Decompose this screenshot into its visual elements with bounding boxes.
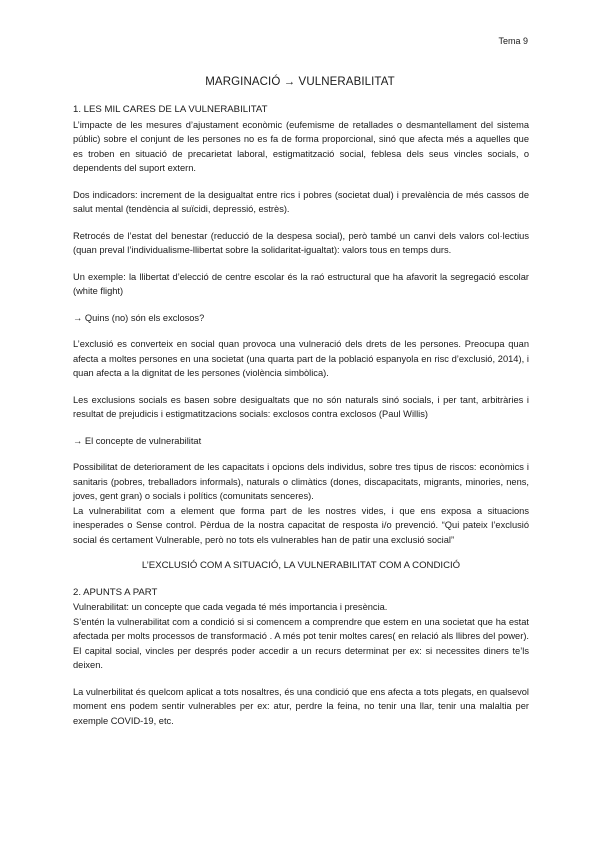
topic-label: Tema 9 xyxy=(498,36,528,46)
paragraph: Dos indicadors: increment de la desigualtat entre rics i pobres (societat dual) i prevalència de més cassos de salut mental (tendència al suïcidi, depressió, estrès). xyxy=(73,189,529,214)
paragraph: Possibilitat de deteriorament de les capacitats i opcions dels individus, sobre tres tipus de riscos: econòmics i sanitaris (pobres, treballadors informals), naturals o climàtics (dones, discapacitats, migrants, minories, nens, joves, gent gran) o socials i polítics (comunitats senceres). xyxy=(73,462,529,501)
paragraph: Les exclusions socials es basen sobre desigualtats que no són naturals sinó socials, i per tant, arbitràries i resultat de prejudicis i estigmatitzacions socials: exclosos contra exclosos (Paul Willis) xyxy=(73,394,529,419)
paragraph: La vulnerabilitat com a element que forma part de les nostres vides, i que ens exposa a situacions inesperades o Sense control. Pèrdua de la nostra capacitat de resposta i/o prevenció. “Qui pateix l’exclusió social és certament Vulnerable, però no tots els vulnerables han de patir una exclusió social” xyxy=(73,505,529,545)
document-body xyxy=(73,103,529,728)
centered-statement: L’EXCLUSIÓ COM A SITUACIÓ, LA VULNERABILITAT COM A CONDICIÓ xyxy=(141,560,461,571)
subheading: → Quins (no) són els exclosos? xyxy=(73,312,205,323)
section-heading-2: 2. APUNTS A PART xyxy=(73,586,158,598)
paragraph: S’entén la vulnerabilitat com a condició si si comencem a comprendre que estem en una societat que ha estat afectada per molts processos de transformació . A més pot tenir moltes cares( en relació als llibres del power). El capital social, vincles per després poder accedir a un recurs determinat per ex: si necessites diners te’ls deixen. xyxy=(73,616,529,670)
paragraph: L’exclusió es converteix en social quan provoca una vulneració dels drets de les persones. Preocupa quan afecta a moltes persones en una societat (una quarta part de la població espanyola en risc d’exclusió, 2014), i quan afecta a la dignitat de les persones (violència simbòlica). xyxy=(73,339,529,378)
paragraph: La vulnerbilitat és quelcom aplicat a tots nosaltres, és una condició que ens afecta a tots plegats, en qualsevol moment ens podem sentir vulnerables per ex: atur, perdre la feina, no tenir una llar, tenir una malaltia per exemple COVID-19, etc. xyxy=(73,686,529,726)
paragraph: Un exemple: la llibertat d’elecció de centre escolar és la raó estructural que ha afavorit la segregació escolar (white flight) xyxy=(73,271,529,296)
paragraph: Vulnerabilitat: un concepte que cada vegada té més importancia i presència. xyxy=(73,602,388,612)
paragraph: Retrocés de l’estat del benestar (reducció de la despesa social), però també un canvi dels valors col·lectius (quan preval l’individualisme-llibertat sobre la solidaritat-igualtat): valors tous en temps durs. xyxy=(73,230,529,255)
section-heading-1: 1. LES MIL CARES DE LA VULNERABILITAT xyxy=(73,104,268,115)
page-title: MARGINACIÓ → VULNERABILITAT xyxy=(205,76,395,88)
paragraph: L’impacte de les mesures d’ajustament econòmic (eufemisme de retallades o desmantellament del sistema públic) sobre el conjunt de les persones no es fa de forma proporcional, sinó que afecta més a aquelles que es troben en situació de precarietat laboral, estigmatització social, feblesa dels seus vincles socials, o dependents del suport extern. xyxy=(73,119,529,173)
subheading: → El concepte de vulnerabilitat xyxy=(73,435,202,446)
